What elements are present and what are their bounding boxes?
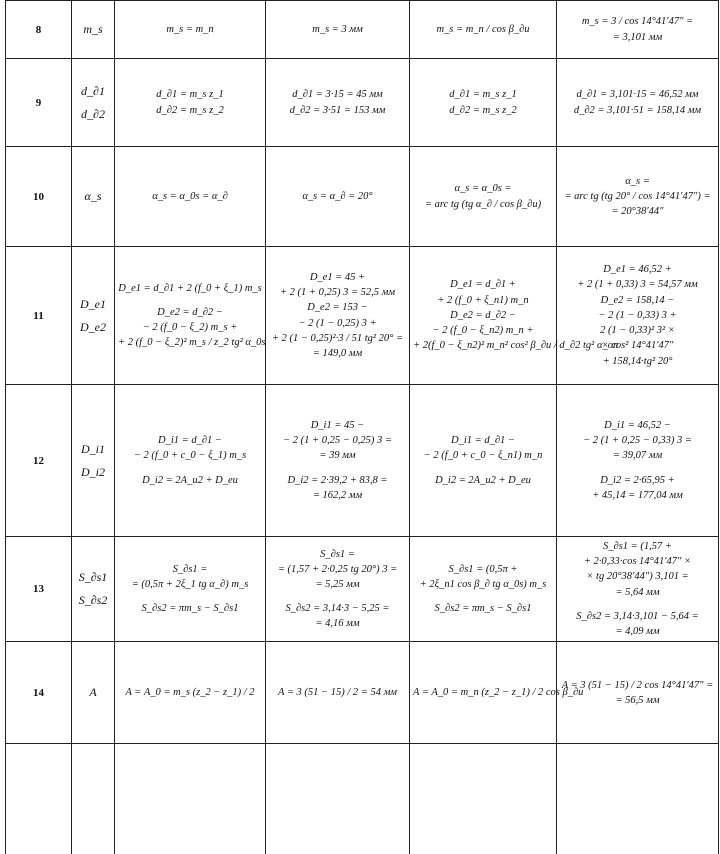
blank-cell bbox=[72, 744, 115, 854]
example-a-cell bbox=[266, 385, 410, 537]
formula-line: = 3,101 мм bbox=[612, 31, 663, 43]
formula-line: + 2(f_0 − ξ_n2)² m_n² cos² β_∂u / d_∂2 tg² α_on bbox=[413, 340, 619, 352]
formula-line: A = A_0 = m_n (z_2 − z_1) / 2 cos β_∂u bbox=[413, 687, 584, 699]
blank-cell bbox=[6, 744, 72, 854]
formula-line: 2 (1 − 0,33)² 3² × bbox=[600, 325, 675, 337]
symbol-cell bbox=[72, 147, 115, 247]
formula-line: + 2 (1 + 0,33) 3 = 54,57 мм bbox=[577, 279, 698, 291]
formula-cell bbox=[115, 642, 266, 744]
row-number: 8 bbox=[6, 1, 72, 59]
symbol-label: d_∂1 bbox=[81, 83, 105, 98]
example-b-cell bbox=[557, 537, 719, 642]
symbol-cell bbox=[72, 385, 115, 537]
formula-line: = 162,2 мм bbox=[312, 489, 363, 501]
formula-line: − 2 (1 + 0,25 − 0,25) 3 = bbox=[283, 435, 392, 447]
formula-line: + 2 (1 + 0,25) 3 = 52,5 мм bbox=[279, 287, 396, 299]
formula-line: = 39,07 мм bbox=[612, 450, 663, 462]
formula-line: D_e1 = d_∂1 + bbox=[450, 279, 516, 291]
example-a-cell bbox=[266, 147, 410, 247]
symbol-cell bbox=[72, 537, 115, 642]
formula-line: S_∂s1 = (1,57 + bbox=[603, 541, 672, 552]
formula-line: D_e1 = 46,52 + bbox=[603, 264, 672, 276]
row-number: 14 bbox=[6, 642, 72, 744]
formula-line: = 5,25 мм bbox=[315, 579, 360, 591]
formula-line: − 2 (1 − 0,33) 3 + bbox=[598, 309, 677, 321]
formula-line: α_s = α_0s = bbox=[454, 183, 512, 195]
symbol-label: D_i1 bbox=[81, 441, 105, 456]
formula-line: = 5,64 мм bbox=[615, 586, 660, 598]
formula-line: S_∂s1 = bbox=[320, 548, 355, 560]
example-a-cell bbox=[266, 642, 410, 744]
formula-line: d_∂1 = 3,101·15 = 46,52 мм bbox=[576, 89, 699, 101]
row-number: 12 bbox=[6, 385, 72, 537]
formula-cell bbox=[115, 147, 266, 247]
formula-line: × cos² 14°41′47″ bbox=[601, 340, 674, 352]
formula-line: D_i2 = 2·65,95 + bbox=[600, 474, 675, 486]
formula-line: d_∂2 = m_s z_2 bbox=[156, 104, 224, 116]
formula-line: D_e2 = 153 − bbox=[307, 302, 368, 314]
blank-cell bbox=[410, 744, 557, 854]
formula-line: + 2 (f_0 − ξ_2)² m_s / z_2 tg² α_0s bbox=[118, 337, 266, 349]
symbol-label: A bbox=[89, 685, 97, 700]
formula-line: = (1,57 + 2·0,25 tg 20°) 3 = bbox=[277, 563, 398, 575]
formula-line: D_e1 = d_∂1 + 2 (f_0 + ξ_1) m_s bbox=[118, 282, 262, 294]
table-row bbox=[6, 147, 719, 247]
symbol-label: m_s bbox=[83, 22, 103, 36]
formula-line: D_e1 = 45 + bbox=[309, 271, 366, 283]
formula-cell bbox=[115, 59, 266, 147]
group-gap bbox=[413, 464, 553, 473]
formula-line: d_∂1 = m_s z_1 bbox=[156, 89, 224, 101]
formula-b-cell bbox=[410, 1, 557, 59]
group-gap bbox=[269, 464, 406, 473]
formula-line: α_s = bbox=[625, 175, 650, 187]
formula-line: = 4,09 мм bbox=[615, 626, 660, 638]
formula-line: = 149,0 мм bbox=[312, 347, 363, 359]
formula-line: m_s = 3 мм bbox=[312, 23, 363, 35]
formula-line: = (0,5π + 2ξ_1 tg α_∂) m_s bbox=[131, 579, 249, 591]
formula-line: α_s = α_0s = α_∂ bbox=[152, 190, 228, 202]
table-row bbox=[6, 642, 719, 744]
group-gap bbox=[118, 296, 262, 305]
formula-line: = arc tg (tg α_∂ / cos β_∂u) bbox=[424, 198, 542, 210]
formula-line: d_∂1 = 3·15 = 45 мм bbox=[292, 89, 383, 101]
group-gap bbox=[413, 592, 553, 601]
example-b-cell bbox=[557, 247, 719, 385]
symbol-label: D_i2 bbox=[81, 464, 105, 479]
group-gap bbox=[560, 464, 715, 473]
formula-line: α_s = α_∂ = 20° bbox=[302, 190, 373, 202]
formula-line: m_s = m_n / cos β_∂u bbox=[436, 23, 530, 35]
formula-line: = 20°38′44″ bbox=[611, 206, 664, 218]
formula-line: S_∂s1 = bbox=[172, 563, 208, 575]
formula-b-cell bbox=[410, 642, 584, 744]
table-row-blank bbox=[6, 744, 719, 854]
formula-line: S_∂s2 = πm_s − S_∂s1 bbox=[434, 603, 532, 615]
formula-line: D_i1 = 45 − bbox=[310, 419, 365, 431]
symbol-cell bbox=[72, 1, 115, 59]
symbol-label: d_∂2 bbox=[81, 106, 105, 121]
formula-line: + 2 (1 − 0,25)²·3 / 51 tg² 20° = bbox=[271, 332, 404, 344]
formula-line: − 2 (f_0 + c_0 − ξ_n1) m_n bbox=[423, 450, 543, 462]
formula-line: − 2 (f_0 − ξ_n2) m_n + bbox=[432, 325, 534, 337]
formula-line: D_i2 = 2A_u2 + D_eu bbox=[435, 474, 531, 486]
table-row bbox=[6, 537, 719, 642]
example-a-cell bbox=[266, 537, 410, 642]
formula-line: D_e2 = d_∂2 − bbox=[450, 309, 516, 321]
formula-line: + 2 (f_0 + ξ_n1) m_n bbox=[437, 294, 529, 306]
formula-line: − 2 (f_0 + c_0 − ξ_1) m_s bbox=[133, 450, 247, 462]
table-row bbox=[6, 385, 719, 537]
formula-line: = 4,16 мм bbox=[315, 618, 360, 630]
formula-line: D_e2 = d_∂2 − bbox=[157, 306, 223, 318]
group-gap bbox=[118, 464, 262, 473]
formula-line: D_i1 = d_∂1 − bbox=[158, 435, 222, 447]
formula-line: m_s = 3 / cos 14°41′47″ = bbox=[581, 16, 694, 28]
formula-line: D_i2 = 2·39,2 + 83,8 = bbox=[287, 474, 388, 486]
example-a-cell bbox=[266, 1, 410, 59]
formula-cell bbox=[115, 247, 266, 385]
example-a-cell bbox=[266, 247, 410, 385]
symbol-label: S_∂s2 bbox=[78, 593, 108, 608]
formula-line: D_i1 = 46,52 − bbox=[604, 419, 671, 431]
formula-line: = arc tg (tg 20° / cos 14°41′47″) = bbox=[564, 190, 711, 202]
row-number: 11 bbox=[6, 247, 72, 385]
formula-line: + 158,14·tg² 20° bbox=[602, 355, 673, 367]
formula-line: − 2 (1 − 0,25) 3 + bbox=[298, 317, 377, 329]
formula-line: + 2·0,33·cos 14°41′47″ × bbox=[583, 556, 692, 568]
formula-line: = 39 мм bbox=[319, 450, 356, 462]
symbol-label: D_e1 bbox=[80, 296, 106, 311]
formula-line: S_∂s2 = 3,14·3,101 − 5,64 = bbox=[576, 610, 699, 622]
formula-line: S_∂s1 = (0,5π + bbox=[448, 563, 518, 575]
formula-line: m_s = m_n bbox=[166, 23, 214, 35]
formula-line: S_∂s2 = πm_s − S_∂s1 bbox=[141, 603, 239, 615]
formula-cell bbox=[115, 1, 266, 59]
formula-line: A = 3 (51 − 15) / 2 = 54 мм bbox=[277, 687, 398, 699]
formula-line: + 2ξ_n1 cos β_∂ tg α_0s) m_s bbox=[419, 579, 547, 591]
formula-line: d_∂2 = 3·51 = 153 мм bbox=[289, 104, 386, 116]
formula-b-cell bbox=[410, 385, 557, 537]
formula-line: d_∂1 = m_s z_1 bbox=[449, 89, 517, 101]
symbol-cell bbox=[72, 247, 115, 385]
formula-b-cell bbox=[410, 247, 619, 385]
table-row bbox=[6, 59, 719, 147]
row-number: 10 bbox=[6, 147, 72, 247]
formula-line: = 56,5 мм bbox=[615, 694, 660, 706]
symbol-label: S_∂s1 bbox=[78, 570, 108, 585]
example-b-cell bbox=[557, 59, 719, 147]
formula-cell bbox=[115, 537, 266, 642]
formula-line: D_i1 = d_∂1 − bbox=[451, 435, 515, 447]
formula-line: D_e2 = 158,14 − bbox=[600, 294, 675, 306]
symbol-label: α_s bbox=[84, 189, 102, 203]
formula-line: A = A_0 = m_s (z_2 − z_1) / 2 bbox=[125, 687, 255, 699]
formula-line: A = 3 (51 − 15) / 2 cos 14°41′47″ = bbox=[561, 679, 714, 691]
symbol-cell bbox=[72, 59, 115, 147]
formula-b-cell bbox=[410, 147, 557, 247]
formula-line: d_∂2 = m_s z_2 bbox=[449, 104, 517, 116]
formula-line: − 2 (f_0 − ξ_2) m_s + bbox=[142, 322, 238, 333]
blank-cell bbox=[557, 744, 719, 854]
example-b-cell bbox=[557, 1, 719, 59]
formula-line: S_∂s2 = 3,14·3 − 5,25 = bbox=[285, 603, 390, 615]
formula-b-cell bbox=[410, 59, 557, 147]
blank-cell bbox=[266, 744, 410, 854]
formula-line: d_∂2 = 3,101·51 = 158,14 мм bbox=[573, 104, 702, 116]
symbol-cell bbox=[72, 642, 115, 744]
table-row bbox=[6, 247, 719, 385]
group-gap bbox=[118, 592, 262, 601]
row-number: 9 bbox=[6, 59, 72, 147]
example-b-cell bbox=[557, 147, 719, 247]
formula-line: + 45,14 = 177,04 мм bbox=[592, 489, 683, 501]
example-a-cell bbox=[266, 59, 410, 147]
row-number: 13 bbox=[6, 537, 72, 642]
symbol-label: D_e2 bbox=[80, 319, 106, 334]
group-gap bbox=[269, 592, 406, 601]
blank-cell bbox=[115, 744, 266, 854]
formula-line: × tg 20°38′44″) 3,101 = bbox=[586, 571, 689, 583]
group-gap bbox=[560, 600, 715, 609]
formula-table bbox=[5, 0, 719, 854]
table-row bbox=[6, 1, 719, 59]
formula-table-body bbox=[6, 1, 719, 854]
formula-line: − 2 (1 + 0,25 − 0,33) 3 = bbox=[583, 435, 692, 447]
formula-b-cell bbox=[410, 537, 557, 642]
example-b-cell bbox=[557, 385, 719, 537]
formula-cell bbox=[115, 385, 266, 537]
formula-line: D_i2 = 2A_u2 + D_eu bbox=[142, 474, 238, 486]
